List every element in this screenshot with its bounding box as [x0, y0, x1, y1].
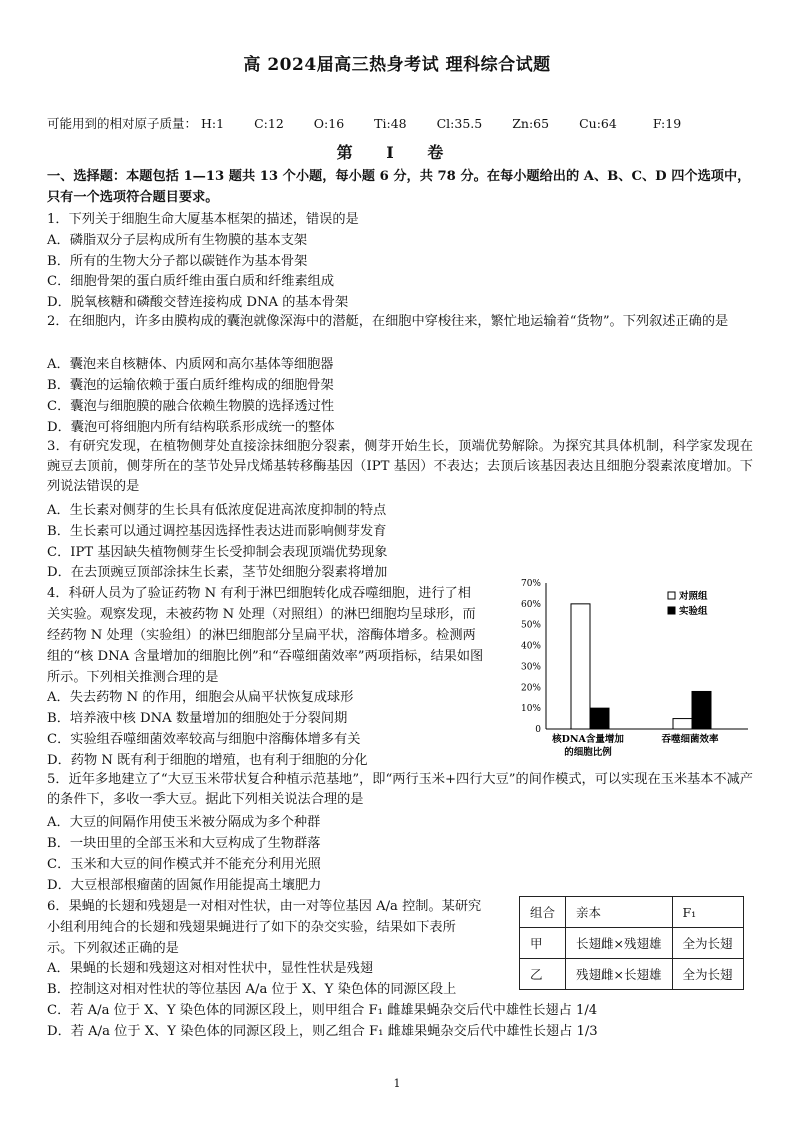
- atom-mass: Cl:35.5: [436, 116, 483, 131]
- page-title: 高 2024届高三热身考试 理科综合试题: [243, 55, 551, 75]
- q1-option-b: B．所有的生物大分子都以碳链作为基本骨架: [47, 254, 308, 269]
- part-heading: 第 Ⅰ 卷: [336, 143, 458, 162]
- legend-swatch: [668, 592, 675, 599]
- q6-option-d: D．若 A/a 位于 X、Y 染色体的同源区段上，则乙组合 F₁ 雌雄果蝇杂交后代中雄性长翅占 1/3: [47, 1024, 598, 1039]
- table-cell: 乙: [520, 959, 566, 990]
- q4-stem-line: 经药物 N 处理（实验组）的淋巴细胞部分呈扁平状，溶酶体增多。检测两: [47, 628, 476, 643]
- q1-option-c: C．细胞骨架的蛋白质纤维由蛋白质和纤维素组成: [47, 274, 335, 289]
- table-cell: 全为长翅: [672, 959, 743, 990]
- table-header-cell: 组合: [520, 897, 566, 928]
- q2-option-c: C．囊泡与细胞膜的融合依赖生物膜的选择透过性: [47, 399, 335, 414]
- atom-mass: O:16: [313, 116, 345, 131]
- q6-stem-line: 6．果蝇的长翅和残翅是一对相对性状，由一对等位基因 A/a 控制。某研究: [47, 899, 482, 914]
- q6-cross-table: [519, 896, 744, 990]
- bar: [673, 719, 692, 729]
- legend-swatch: [668, 607, 675, 614]
- y-tick-label: 40%: [520, 641, 541, 652]
- q2-option-b: B．囊泡的运输依赖于蛋白质纤维构成的细胞骨架: [47, 378, 334, 393]
- atomic-masses: [47, 114, 711, 132]
- y-tick-label: 50%: [520, 620, 541, 631]
- y-tick-label: 30%: [520, 662, 541, 673]
- q1-stem: 1．下列关于细胞生命大厦基本框架的描述，错误的是: [47, 212, 359, 227]
- q2-stem: 2．在细胞内，许多由膜构成的囊泡就像深海中的潜艇，在细胞中穿梭往来，繁忙地运输着“货物”。下列叙述正确的是: [47, 314, 729, 329]
- x-category-label: 核DNA含量增加: [552, 734, 624, 745]
- q1-option-a: A．磷脂双分子层构成所有生物膜的基本支架: [47, 233, 308, 248]
- x-category-label: 的细胞比例: [564, 747, 612, 758]
- y-tick-label: 70%: [520, 579, 541, 589]
- table-cell: 残翅雌×长翅雄: [566, 959, 672, 990]
- q6-option-b: B．控制这对相对性状的等位基因 A/a 位于 X、Y 染色体的同源区段上: [47, 982, 457, 997]
- q3-option-d: D．在去顶豌豆顶部涂抹生长素，茎节处细胞分裂素将增加: [47, 565, 388, 580]
- q6-stem-line: 小组利用纯合的长翅和残翅果蝇进行了如下的杂交实验，结果如下表所: [47, 920, 456, 935]
- q4-stem-line: 组的“核 DNA 含量增加的细胞比例”和“吞噬细菌效率”两项指标，结果如图: [47, 649, 484, 664]
- q3-stem: 3．有研究发现，在植物侧芽处直接涂抹细胞分裂素，侧芽开始生长，顶端优势解除。为探究其具体机制，科学家发现在豌豆去顶前，侧芽所在的茎节处异戊烯基转移酶基因（IPT 基因）不表达；去顶后该基因表达且细胞分裂素浓度增加。下列说法错误的是: [47, 439, 753, 494]
- table-header-cell: 亲本: [566, 897, 672, 928]
- bar: [692, 691, 711, 729]
- q6-option-c: C．若 A/a 位于 X、Y 染色体的同源区段上，则甲组合 F₁ 雌雄果蝇杂交后代中雄性长翅占 1/4: [47, 1003, 598, 1018]
- y-tick-label: 60%: [520, 599, 541, 610]
- table-header-row: [520, 897, 744, 928]
- atom-mass: Cu:64: [579, 116, 617, 131]
- y-tick-label: 20%: [520, 683, 541, 694]
- table-header-cell: F₁: [672, 897, 743, 928]
- q4-stem-line: 4．科研人员为了验证药物 N 有利于淋巴细胞转化成吞噬细胞，进行了相: [47, 586, 471, 601]
- q4-option-a: A．失去药物 N 的作用，细胞会从扁平状恢复成球形: [47, 690, 354, 705]
- q4-stem-line: 所示。下列相关推测合理的是: [47, 670, 219, 685]
- q4-stem-line: 关实验。观察发现，未被药物 N 处理（对照组）的淋巴细胞均呈球形，而: [47, 607, 476, 622]
- section-instructions: 一、选择题：本题包括 1—13 题共 13 个小题，每小题 6 分，共 78 分。在每小题给出的 A、B、C、D 四个选项中，只有一个选项符合题目要求。: [47, 169, 751, 205]
- y-tick-label: 0: [535, 725, 541, 735]
- q4-option-d: D．药物 N 既有利于细胞的增殖，也有利于细胞的分化: [47, 753, 368, 768]
- q3-option-a: A．生长素对侧芽的生长具有低浓度促进高浓度抑制的特点: [47, 503, 387, 518]
- q5-option-c: C．玉米和大豆的间作模式并不能充分利用光照: [47, 857, 321, 872]
- table-row: [520, 928, 744, 959]
- q6-stem-line: 示。下列叙述正确的是: [47, 941, 179, 956]
- q5-option-b: B．一块田里的全部玉米和大豆构成了生物群落: [47, 836, 321, 851]
- q5-stem: 5．近年多地建立了“大豆玉米带状复合种植示范基地”，即“两行玉米+四行大豆”的间作模式，可以实现在玉米基本不减产的条件下，多收一季大豆。据此下列相关说法合理的是: [47, 772, 753, 807]
- table-row: [520, 959, 744, 990]
- atom-mass: Zn:65: [512, 116, 550, 131]
- bar: [590, 708, 609, 729]
- q5-option-d: D．大豆根部根瘤菌的固氮作用能提高土壤肥力: [47, 878, 322, 893]
- page-number: 1: [393, 1077, 401, 1090]
- atom-mass: C:12: [254, 116, 284, 131]
- atom-mass: H:1: [201, 116, 225, 131]
- y-tick-label: 10%: [520, 704, 541, 715]
- q6-option-a: A．果蝇的长翅和残翅这对相对性状中，显性性状是残翅: [47, 961, 374, 976]
- q3-option-b: B．生长素可以通过调控基因选择性表达进而影响侧芽发育: [47, 524, 387, 539]
- x-category-label: 吞噬细菌效率: [661, 734, 719, 745]
- q4-option-c: C．实验组吞噬细菌效率较高与细胞中溶酶体增多有关: [47, 732, 361, 747]
- table-cell: 甲: [520, 928, 566, 959]
- legend-label: 对照组: [679, 591, 708, 602]
- q3-option-c: C．IPT 基因缺失植物侧芽生长受抑制会表现顶端优势现象: [47, 545, 388, 560]
- atom-mass: Ti:48: [374, 116, 407, 131]
- table-cell: 全为长翅: [672, 928, 743, 959]
- q4-bar-chart: [510, 573, 750, 768]
- legend-label: 实验组: [679, 606, 708, 617]
- q2-option-a: A．囊泡来自核糖体、内质网和高尔基体等细胞器: [47, 357, 334, 372]
- atoms-label: 可能用到的相对原子质量：: [47, 116, 198, 131]
- q4-option-b: B．培养液中核 DNA 数量增加的细胞处于分裂间期: [47, 711, 348, 726]
- bar: [571, 604, 590, 729]
- q2-option-d: D．囊泡可将细胞内所有结构联系形成统一的整体: [47, 420, 335, 435]
- q1-option-d: D．脱氧核糖和磷酸交替连接构成 DNA 的基本骨架: [47, 295, 349, 310]
- table-cell: 长翅雌×残翅雄: [566, 928, 672, 959]
- q5-option-a: A．大豆的间隔作用使玉米被分隔成为多个种群: [47, 815, 321, 830]
- atom-mass: F:19: [652, 116, 682, 131]
